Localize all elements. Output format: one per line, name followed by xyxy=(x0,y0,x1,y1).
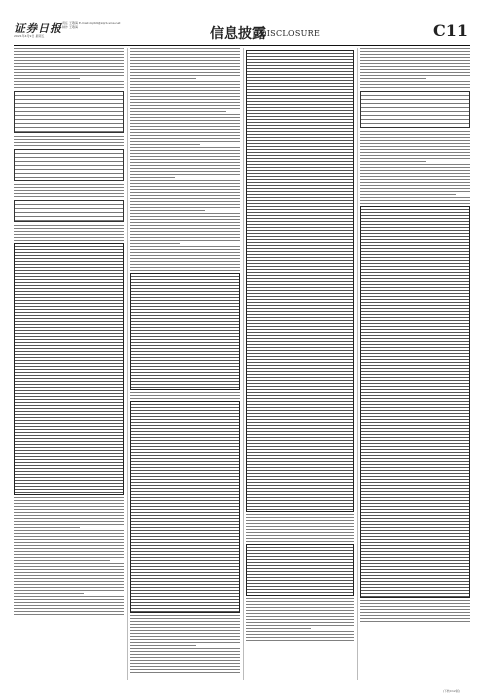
text-line xyxy=(14,497,124,498)
text-line xyxy=(14,240,124,241)
text-line xyxy=(360,600,470,601)
text-line xyxy=(130,183,240,184)
text-line xyxy=(130,636,240,637)
text-line xyxy=(130,618,240,619)
data-table xyxy=(14,91,124,133)
text-line xyxy=(14,524,124,525)
text-line xyxy=(130,63,240,64)
text-line xyxy=(246,604,354,605)
text-line xyxy=(130,81,240,82)
text-line xyxy=(14,599,124,600)
text-line xyxy=(130,615,240,616)
text-line xyxy=(130,645,196,646)
text-line xyxy=(360,81,470,82)
data-table xyxy=(360,206,470,598)
masthead-meta xyxy=(62,21,172,29)
text-line xyxy=(360,51,470,52)
text-line xyxy=(130,141,240,142)
text-line xyxy=(246,532,354,533)
data-table xyxy=(246,50,354,512)
text-line xyxy=(360,606,470,607)
text-line xyxy=(130,75,240,76)
text-line xyxy=(130,261,240,262)
text-line xyxy=(360,143,470,144)
text-line xyxy=(130,270,240,271)
text-line xyxy=(14,605,124,606)
text-line xyxy=(130,216,240,217)
text-line xyxy=(14,500,124,501)
text-line xyxy=(14,611,124,612)
text-line xyxy=(130,654,240,655)
text-line xyxy=(14,193,124,194)
text-line xyxy=(130,228,240,229)
text-line xyxy=(360,603,470,604)
text-line xyxy=(130,117,240,118)
text-line xyxy=(360,72,470,73)
text-line xyxy=(14,69,124,70)
text-line xyxy=(130,249,240,250)
text-line xyxy=(360,200,470,201)
text-line xyxy=(14,521,124,522)
text-line xyxy=(130,177,175,178)
text-line xyxy=(14,527,80,528)
column-4 xyxy=(360,48,470,680)
text-line xyxy=(130,132,240,133)
text-line xyxy=(130,174,240,175)
text-line xyxy=(360,203,470,204)
text-line xyxy=(246,529,354,530)
text-line xyxy=(246,517,354,518)
text-line xyxy=(130,60,240,61)
text-line xyxy=(130,633,240,634)
text-line xyxy=(130,123,240,124)
text-line xyxy=(360,158,470,159)
data-table xyxy=(130,401,240,613)
text-line xyxy=(246,535,354,536)
text-line xyxy=(130,195,240,196)
text-line xyxy=(14,234,124,235)
text-line xyxy=(246,526,354,527)
text-line xyxy=(14,51,124,52)
column-2-text xyxy=(130,48,240,673)
text-line xyxy=(130,639,240,640)
text-line xyxy=(130,258,240,259)
text-line xyxy=(14,572,124,573)
text-line xyxy=(360,149,470,150)
text-line xyxy=(130,48,240,49)
text-line xyxy=(130,138,240,139)
text-line xyxy=(14,139,124,140)
data-table xyxy=(360,91,470,128)
text-line xyxy=(14,596,124,597)
masthead xyxy=(14,20,470,42)
text-line xyxy=(360,69,470,70)
text-line xyxy=(14,539,124,540)
text-line xyxy=(246,610,354,611)
text-line xyxy=(14,608,124,609)
text-line xyxy=(130,642,240,643)
data-table xyxy=(246,544,354,596)
text-line xyxy=(130,114,240,115)
text-line xyxy=(130,69,240,70)
text-line xyxy=(130,621,240,622)
text-line xyxy=(360,167,470,168)
text-line xyxy=(130,198,240,199)
text-line xyxy=(14,587,124,588)
text-line xyxy=(14,60,124,61)
text-line xyxy=(130,237,240,238)
text-line xyxy=(14,145,124,146)
text-line xyxy=(14,503,124,504)
text-line xyxy=(130,234,240,235)
text-line xyxy=(130,150,240,151)
text-line xyxy=(130,87,240,88)
text-line xyxy=(130,57,240,58)
text-line xyxy=(360,146,470,147)
text-line xyxy=(130,267,240,268)
text-line xyxy=(360,197,470,198)
text-line xyxy=(130,144,200,145)
text-line xyxy=(14,614,124,615)
text-line xyxy=(14,512,124,513)
text-line xyxy=(14,563,124,564)
email-label: E-mail:zqrb9@zqrb.sina.net xyxy=(78,21,121,25)
text-line xyxy=(130,78,196,79)
text-line xyxy=(360,170,470,171)
text-line xyxy=(14,196,124,197)
text-line xyxy=(130,660,240,661)
text-line xyxy=(14,87,124,88)
text-line xyxy=(130,126,240,127)
text-line xyxy=(14,48,124,49)
text-line xyxy=(130,147,240,148)
text-line xyxy=(130,663,240,664)
text-line xyxy=(14,63,124,64)
data-table xyxy=(14,149,124,181)
text-line xyxy=(14,590,124,591)
text-line xyxy=(360,179,470,180)
text-line xyxy=(246,538,354,539)
column-3 xyxy=(246,48,354,680)
text-line xyxy=(14,536,124,537)
text-line xyxy=(14,81,124,82)
text-line xyxy=(14,506,124,507)
text-line xyxy=(130,96,240,97)
text-line xyxy=(360,60,470,61)
text-line xyxy=(14,509,124,510)
text-line xyxy=(130,264,240,265)
text-line xyxy=(130,111,226,112)
text-line xyxy=(14,184,124,185)
text-line xyxy=(14,142,124,143)
text-line xyxy=(360,63,470,64)
text-line xyxy=(360,75,470,76)
text-line xyxy=(246,622,354,623)
text-line xyxy=(14,560,110,561)
text-line xyxy=(130,102,240,103)
text-line xyxy=(130,225,240,226)
text-line xyxy=(130,201,240,202)
text-line xyxy=(360,54,470,55)
text-line xyxy=(360,612,470,613)
text-line xyxy=(360,57,470,58)
text-line xyxy=(130,243,180,244)
column-2 xyxy=(130,48,240,680)
text-line xyxy=(14,84,124,85)
text-line xyxy=(130,651,240,652)
text-line xyxy=(360,182,470,183)
data-table xyxy=(14,243,124,495)
text-line xyxy=(360,152,470,153)
text-line xyxy=(246,514,354,515)
text-line xyxy=(130,624,240,625)
text-line xyxy=(246,619,354,620)
text-line xyxy=(14,54,124,55)
text-line xyxy=(130,72,240,73)
text-line xyxy=(14,136,124,137)
text-line xyxy=(360,609,470,610)
text-line xyxy=(130,213,240,214)
text-line xyxy=(246,613,354,614)
text-line xyxy=(130,627,240,628)
text-line xyxy=(130,153,240,154)
text-line xyxy=(130,648,240,649)
newspaper-logo: 证券日报 xyxy=(14,22,62,35)
text-line xyxy=(130,51,240,52)
text-line xyxy=(360,615,470,616)
text-line xyxy=(360,78,426,79)
text-line xyxy=(360,48,470,49)
text-line xyxy=(130,165,240,166)
section-title-en: DISCLOSURE xyxy=(260,29,321,38)
text-line xyxy=(14,602,124,603)
text-line xyxy=(130,240,240,241)
text-line xyxy=(130,669,240,670)
text-line xyxy=(14,237,124,238)
text-line xyxy=(130,120,240,121)
text-line xyxy=(130,252,240,253)
issue-date: 2021年4月9日 星期五 xyxy=(14,34,45,38)
text-line xyxy=(246,616,354,617)
text-line xyxy=(246,601,354,602)
text-line xyxy=(130,171,240,172)
text-line xyxy=(360,161,426,162)
text-line xyxy=(130,222,240,223)
text-line xyxy=(14,57,124,58)
text-line xyxy=(14,518,124,519)
text-line xyxy=(360,134,470,135)
text-line xyxy=(130,90,240,91)
text-line xyxy=(130,105,240,106)
page-number: C11 xyxy=(433,21,468,40)
text-line xyxy=(130,192,240,193)
continued-label: (下转C12版) xyxy=(442,689,460,693)
text-line xyxy=(360,137,470,138)
header-rule xyxy=(14,45,470,46)
text-line xyxy=(246,640,354,641)
text-line xyxy=(14,557,124,558)
text-line xyxy=(246,523,354,524)
section-title: 信息披露 xyxy=(210,26,266,42)
text-line xyxy=(14,66,124,67)
text-line xyxy=(14,228,124,229)
text-line xyxy=(360,155,470,156)
text-line xyxy=(130,162,240,163)
text-line xyxy=(360,87,470,88)
text-line xyxy=(130,630,240,631)
text-line xyxy=(14,545,124,546)
text-line xyxy=(14,542,124,543)
text-line xyxy=(130,392,240,393)
column-1 xyxy=(14,48,124,680)
text-line xyxy=(130,246,240,247)
column-divider xyxy=(127,48,128,680)
text-line xyxy=(14,551,124,552)
text-line xyxy=(130,255,240,256)
text-line xyxy=(14,554,124,555)
text-line xyxy=(14,584,124,585)
text-line xyxy=(360,66,470,67)
text-line xyxy=(130,207,240,208)
text-line xyxy=(130,672,240,673)
text-line xyxy=(246,541,354,542)
text-line xyxy=(14,581,124,582)
text-line xyxy=(360,191,470,192)
text-line xyxy=(14,575,124,576)
text-line xyxy=(130,84,240,85)
text-line xyxy=(246,631,354,632)
text-line xyxy=(360,173,470,174)
text-line xyxy=(14,78,80,79)
text-line xyxy=(130,231,240,232)
text-line xyxy=(130,156,240,157)
text-line xyxy=(130,657,240,658)
text-line xyxy=(14,72,124,73)
text-line xyxy=(360,131,470,132)
text-line xyxy=(360,621,470,622)
text-line xyxy=(130,129,240,130)
text-line xyxy=(246,628,311,629)
text-line xyxy=(14,530,124,531)
text-line xyxy=(360,176,470,177)
column-3-text xyxy=(246,50,354,641)
text-line xyxy=(14,578,124,579)
text-line xyxy=(246,625,354,626)
text-line xyxy=(14,515,124,516)
text-line xyxy=(130,398,240,399)
text-line xyxy=(360,84,470,85)
text-line xyxy=(130,219,240,220)
text-line xyxy=(130,395,240,396)
text-line xyxy=(130,135,240,136)
text-line xyxy=(360,185,470,186)
text-line xyxy=(246,607,354,608)
data-table xyxy=(14,200,124,222)
text-line xyxy=(14,75,124,76)
text-line xyxy=(130,204,240,205)
data-table xyxy=(130,273,240,390)
text-line xyxy=(14,593,84,594)
text-line xyxy=(130,189,240,190)
text-line xyxy=(246,637,354,638)
text-line xyxy=(246,598,354,599)
text-line xyxy=(130,666,240,667)
text-line xyxy=(130,180,240,181)
text-line xyxy=(130,159,240,160)
text-line xyxy=(130,108,240,109)
text-line xyxy=(14,566,124,567)
text-line xyxy=(360,194,456,195)
column-divider xyxy=(357,48,358,680)
text-line xyxy=(14,548,124,549)
text-line xyxy=(360,188,470,189)
text-line xyxy=(14,190,124,191)
text-line xyxy=(360,140,470,141)
text-line xyxy=(14,187,124,188)
text-line xyxy=(360,164,470,165)
phone-label: 制作 王敬海 xyxy=(62,25,78,29)
text-line xyxy=(14,569,124,570)
text-line xyxy=(130,210,205,211)
text-line xyxy=(130,66,240,67)
editor-label: 责任 王敬海 xyxy=(62,21,78,25)
text-line xyxy=(130,99,240,100)
text-line xyxy=(130,186,240,187)
text-line xyxy=(130,168,240,169)
column-4-text xyxy=(360,48,470,622)
column-1-text xyxy=(14,48,124,615)
text-line xyxy=(246,634,354,635)
text-line xyxy=(360,618,470,619)
text-line xyxy=(130,54,240,55)
text-line xyxy=(14,231,124,232)
text-line xyxy=(246,520,354,521)
text-line xyxy=(14,533,124,534)
column-divider xyxy=(243,48,244,680)
text-line xyxy=(130,93,240,94)
text-line xyxy=(14,225,124,226)
